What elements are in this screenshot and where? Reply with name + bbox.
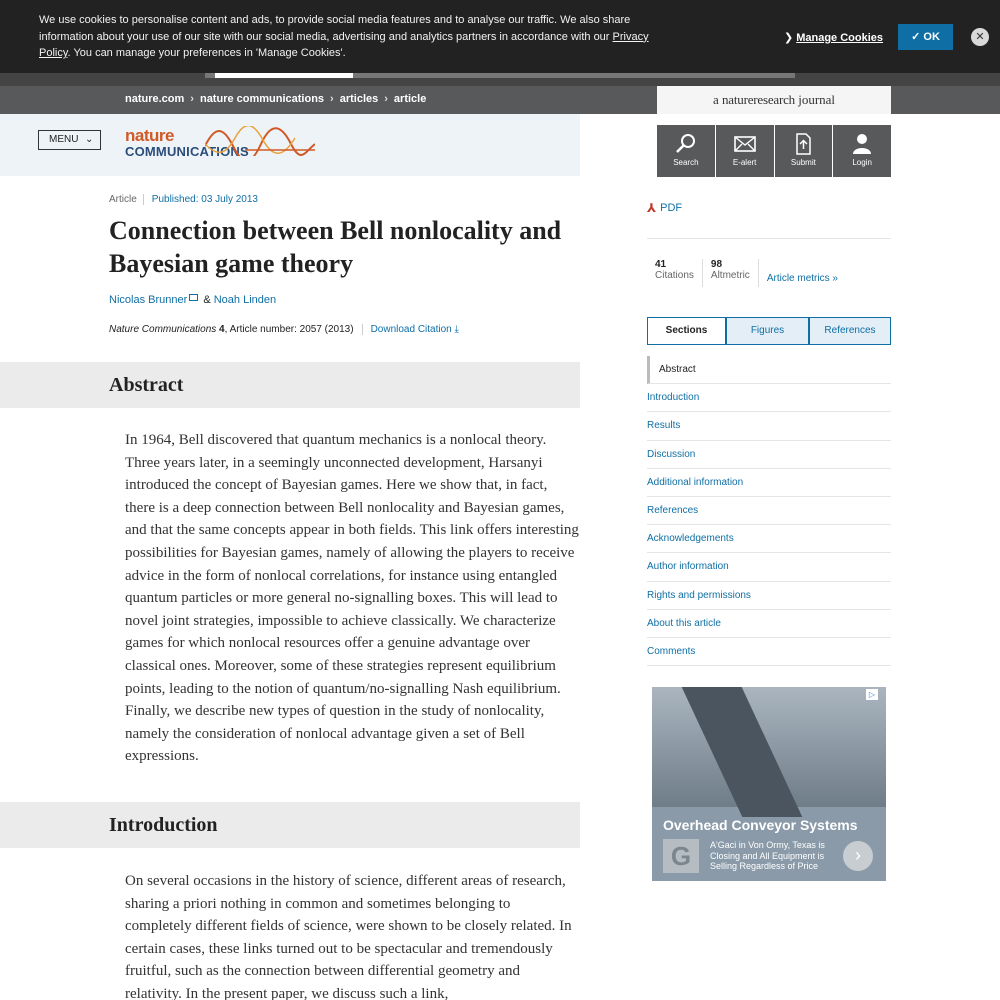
section-link-results[interactable]: Results: [647, 412, 891, 440]
tab-figures[interactable]: Figures: [726, 317, 809, 345]
tab-sections[interactable]: Sections: [647, 317, 726, 345]
chevron-right-icon: ❯: [784, 32, 794, 44]
pdf-icon: ⅄: [647, 201, 657, 215]
cookie-text: We use cookies to personalise content and ads, to provide social media features and to analyse our traffic. We also share information about your use of our site with our social media, advertising and analytics partners in accordance with our Privacy Policy. You can manage your preferences in 'Manage Cookies'.: [39, 14, 649, 59]
close-icon[interactable]: ✕: [971, 28, 989, 46]
email-icon[interactable]: [189, 294, 198, 301]
section-link-comments[interactable]: Comments: [647, 638, 891, 666]
journal-header: [0, 114, 580, 176]
breadcrumb-item-journal[interactable]: nature communications: [199, 93, 325, 105]
privacy-policy-link[interactable]: Privacy Policy: [39, 30, 649, 59]
manage-cookies-link[interactable]: ❯ Manage Cookies: [784, 32, 884, 44]
chevron-right-icon[interactable]: ›: [843, 841, 873, 871]
ad-logo: G: [663, 839, 699, 873]
section-link-introduction[interactable]: Introduction: [647, 384, 891, 412]
introduction-heading-band: [0, 802, 580, 848]
section-link-additional-information[interactable]: Additional information: [647, 469, 891, 497]
chevron-right-icon: ›: [190, 93, 194, 105]
chevron-down-icon: ⌄: [85, 134, 94, 145]
divider: [647, 238, 891, 239]
section-link-rights[interactable]: Rights and permissions: [647, 582, 891, 610]
user-icon: [851, 133, 873, 155]
search-button[interactable]: Search: [657, 125, 715, 177]
breadcrumb-item-article: article: [393, 93, 427, 105]
section-link-author-information[interactable]: Author information: [647, 553, 891, 581]
author-list: Nicolas Brunner & Noah Linden: [109, 294, 277, 306]
citations-metric[interactable]: 41 Citations: [647, 259, 703, 287]
article-metrics: [647, 259, 838, 287]
author-link[interactable]: Nicolas Brunner: [109, 294, 188, 306]
sidebar-tabs: [647, 317, 891, 345]
toolbar: [657, 125, 891, 177]
top-strip: [0, 73, 1000, 86]
nature-research-tag[interactable]: a natureresearch journal: [657, 86, 891, 114]
e-alert-button[interactable]: E-alert: [716, 125, 774, 177]
download-citation-link[interactable]: Download Citation ⤓: [362, 324, 459, 335]
section-link-discussion[interactable]: Discussion: [647, 441, 891, 469]
introduction-heading: Introduction: [109, 814, 218, 836]
section-link-references[interactable]: References: [647, 497, 891, 525]
abstract-heading-band: [0, 362, 580, 408]
article-type: Article: [109, 194, 137, 205]
ad-description: A'Gaci in Von Ormy, Texas is Closing and All Equipment is Selling Regardless of Price: [710, 840, 825, 871]
altmetric-metric[interactable]: 98 Altmetric: [703, 259, 759, 287]
submit-button[interactable]: Submit: [775, 125, 833, 177]
abstract-text: In 1964, Bell discovered that quantum mechanics is a nonlocal theory. Three years later, in a seemingly unconnected development, Harsanyi introduced the concept of Bayesian games. Here we show that, in fact, there is a deep connection between Bell nonlocality and Bayesian games, and that the same concepts appear in both fields. This link offers interesting possibilities for Bayesian games, namely of allowing the players to receive advice in the form of nonlocal correlations, for instance using entangled quantum particles or more general no-signalling boxes. This will lead to novel joint strategies, impossible to achieve classically. We characterize games for which nonlocal resources offer a genuine advantage over classical ones. Moreover, some of these strategies represent equilibrium points, leading to the notion of quantum/no-signalling Nash equilibrium. Finally, we describe new types of question in the study of nonlocality, namely the consideration of nonlocal advantage given a set of Bell expressions.: [125, 432, 579, 765]
adchoices-icon[interactable]: ▷: [866, 689, 878, 700]
advertisement[interactable]: [652, 687, 886, 881]
section-link-abstract[interactable]: Abstract: [647, 356, 891, 384]
journal-name: Nature Communications: [109, 324, 217, 335]
ad-image: [652, 687, 886, 807]
ad-title: Overhead Conveyor Systems: [663, 817, 858, 833]
article-metrics-link[interactable]: Article metrics »: [766, 273, 838, 284]
search-icon: [675, 133, 697, 155]
article-meta: [109, 194, 258, 205]
citation-line: Nature Communications 4, Article number: 2057 (2013) Download Citation ⤓: [109, 324, 459, 335]
author-link[interactable]: Noah Linden: [213, 294, 277, 306]
top-search-bar[interactable]: [205, 73, 795, 78]
logo-wave-icon: [205, 126, 315, 156]
introduction-text: On several occasions in the history of science, different areas of research, sharing a priori nothing in common and sometimes belonging to completely different fields of science, were shown to be closely related. In certain cases, these links turned out to be spectacular and tremendously fruitful, such as the connection between differential geometry and relativity. In the present paper, we discuss such a link,: [125, 873, 572, 1000]
breadcrumb-item-articles[interactable]: articles: [339, 93, 379, 105]
article-title: Connection between Bell nonlocality and Bayesian game theory: [109, 216, 562, 278]
envelope-icon: [734, 133, 756, 155]
pdf-download-link[interactable]: ⅄ PDF: [647, 201, 683, 215]
sections-list: [647, 356, 891, 666]
abstract-heading: Abstract: [109, 374, 184, 396]
chevron-right-icon: ›: [330, 93, 334, 105]
login-button[interactable]: Login: [833, 125, 891, 177]
tab-references[interactable]: References: [809, 317, 891, 345]
section-link-about[interactable]: About this article: [647, 610, 891, 638]
cookie-ok-button[interactable]: ✓ OK: [898, 24, 953, 50]
published-date: Published: 03 July 2013: [143, 194, 258, 205]
section-link-acknowledgements[interactable]: Acknowledgements: [647, 525, 891, 553]
journal-logo[interactable]: nature COMMUNICATIONS: [125, 126, 315, 162]
breadcrumb: [125, 93, 426, 105]
cookie-banner: [0, 0, 1000, 73]
chevron-right-icon: ›: [384, 93, 388, 105]
menu-button[interactable]: MENU ⌄: [38, 130, 101, 150]
breadcrumb-item-home[interactable]: nature.com: [125, 93, 185, 105]
upload-document-icon: [792, 133, 814, 155]
